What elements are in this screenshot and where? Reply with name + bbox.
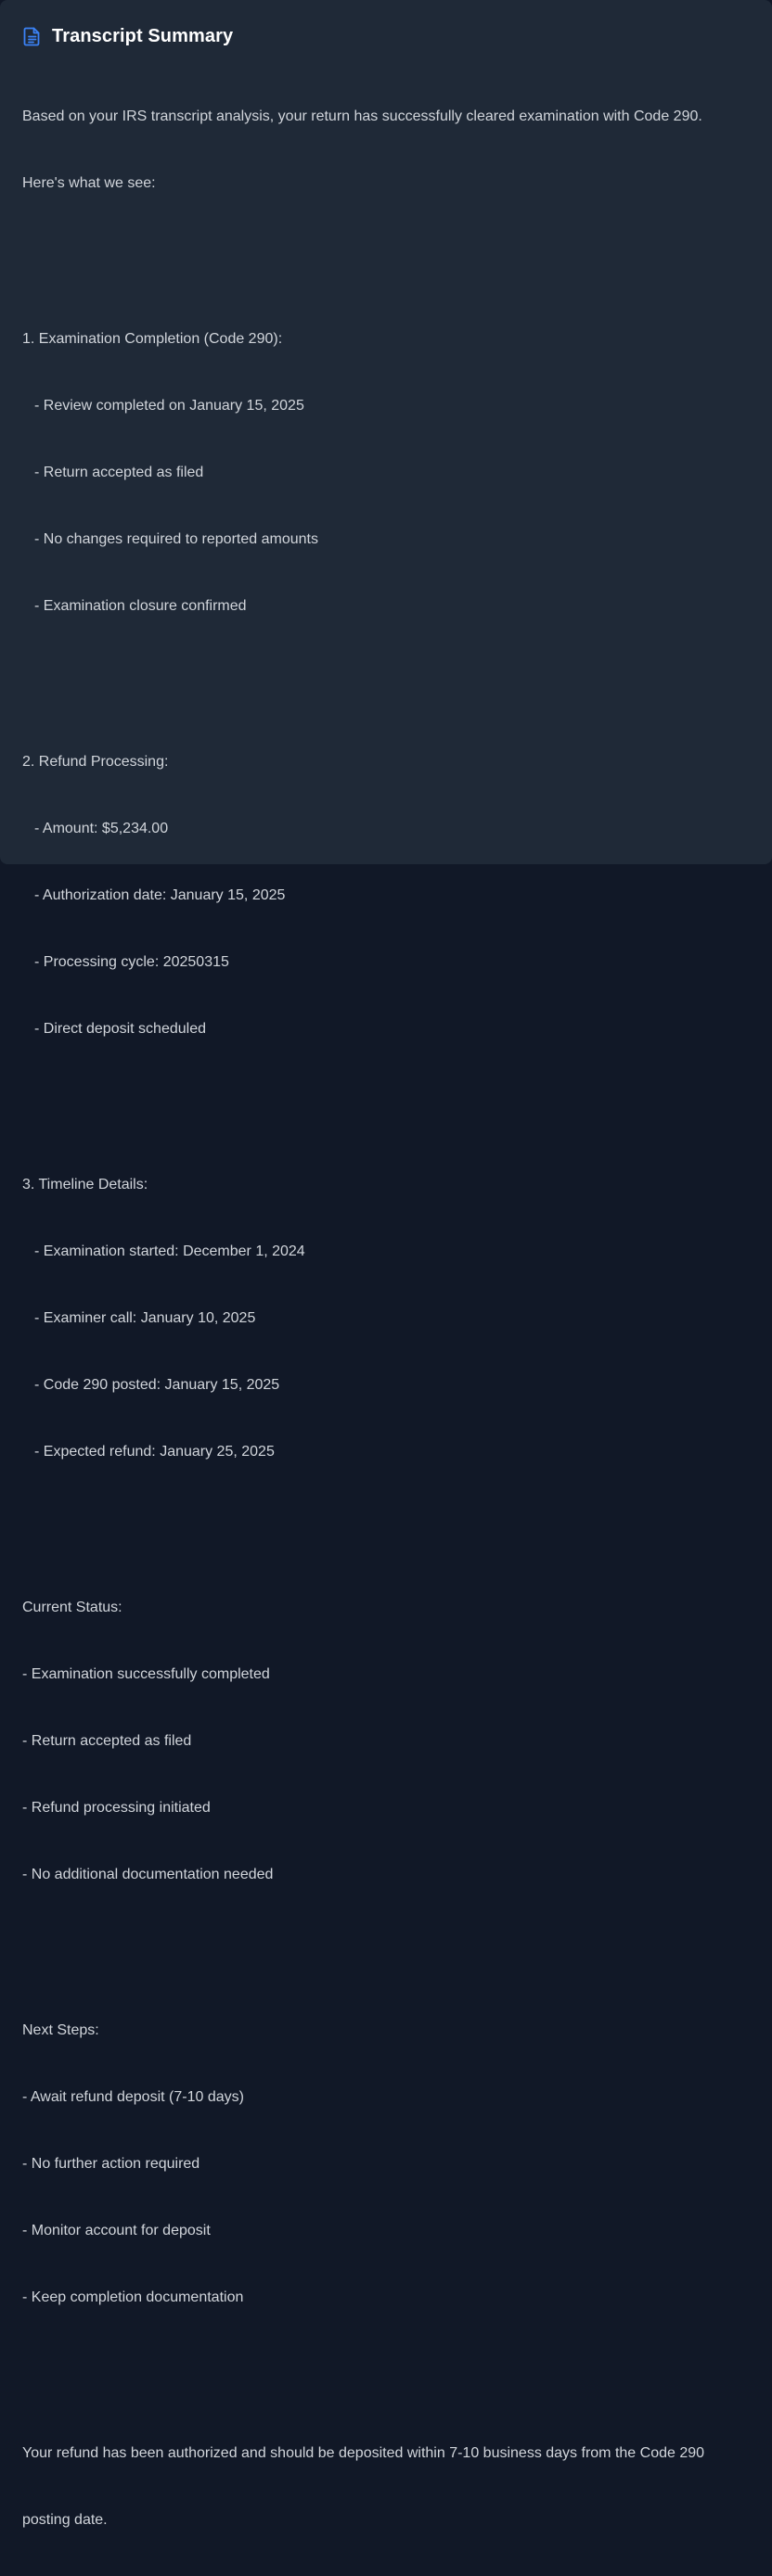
- summary-body: [22, 61, 750, 2576]
- list-item: - Review completed on January 15, 2025: [34, 398, 304, 414]
- list-item: - Processing cycle: 20250315: [34, 954, 229, 970]
- blank-line: [22, 239, 750, 261]
- card-header: [22, 24, 750, 48]
- list-item: - Expected refund: January 25, 2025: [34, 1444, 275, 1460]
- blank-line: [22, 2353, 750, 2376]
- intro-line: Here's what we see:: [22, 175, 156, 191]
- list-item: - No changes required to reported amounts: [34, 531, 318, 547]
- list-item: - Examination successfully completed: [22, 1666, 270, 1682]
- intro-line: Based on your IRS transcript analysis, your return has successfully cleared examination with Code 290.: [22, 108, 702, 124]
- list-item: - Keep completion documentation: [22, 2289, 244, 2305]
- section-heading: 2. Refund Processing:: [22, 754, 169, 770]
- list-item: - Examiner call: January 10, 2025: [34, 1310, 256, 1326]
- list-item: - Direct deposit scheduled: [34, 1021, 206, 1037]
- list-item: - Return accepted as filed: [34, 465, 204, 480]
- list-item: - Refund processing initiated: [22, 1800, 211, 1816]
- blank-line: [22, 1931, 750, 1953]
- list-item: - No further action required: [22, 2156, 200, 2172]
- list-item: - Monitor account for deposit: [22, 2223, 211, 2238]
- blank-line: [22, 1085, 750, 1107]
- next-steps-heading: Next Steps:: [22, 2022, 99, 2038]
- section-heading: 3. Timeline Details:: [22, 1177, 148, 1192]
- blank-line: [22, 1508, 750, 1530]
- card-title: Transcript Summary: [52, 25, 234, 46]
- list-item: - Return accepted as filed: [22, 1733, 192, 1749]
- closing-line: posting date.: [22, 2512, 108, 2528]
- list-item: - No additional documentation needed: [22, 1867, 274, 1882]
- list-item: - Examination closure confirmed: [34, 598, 247, 614]
- blank-line: [22, 662, 750, 684]
- list-item: - Code 290 posted: January 15, 2025: [34, 1377, 280, 1393]
- list-item: - Authorization date: January 15, 2025: [34, 887, 286, 903]
- list-item: - Amount: $5,234.00: [34, 821, 169, 836]
- document-icon: [22, 26, 43, 46]
- status-heading: Current Status:: [22, 1600, 122, 1615]
- list-item: - Examination started: December 1, 2024: [34, 1243, 305, 1259]
- list-item: - Await refund deposit (7-10 days): [22, 2089, 244, 2105]
- section-heading: 1. Examination Completion (Code 290):: [22, 331, 283, 347]
- closing-line: Your refund has been authorized and should be deposited within 7-10 business days from the Code 290: [22, 2445, 705, 2461]
